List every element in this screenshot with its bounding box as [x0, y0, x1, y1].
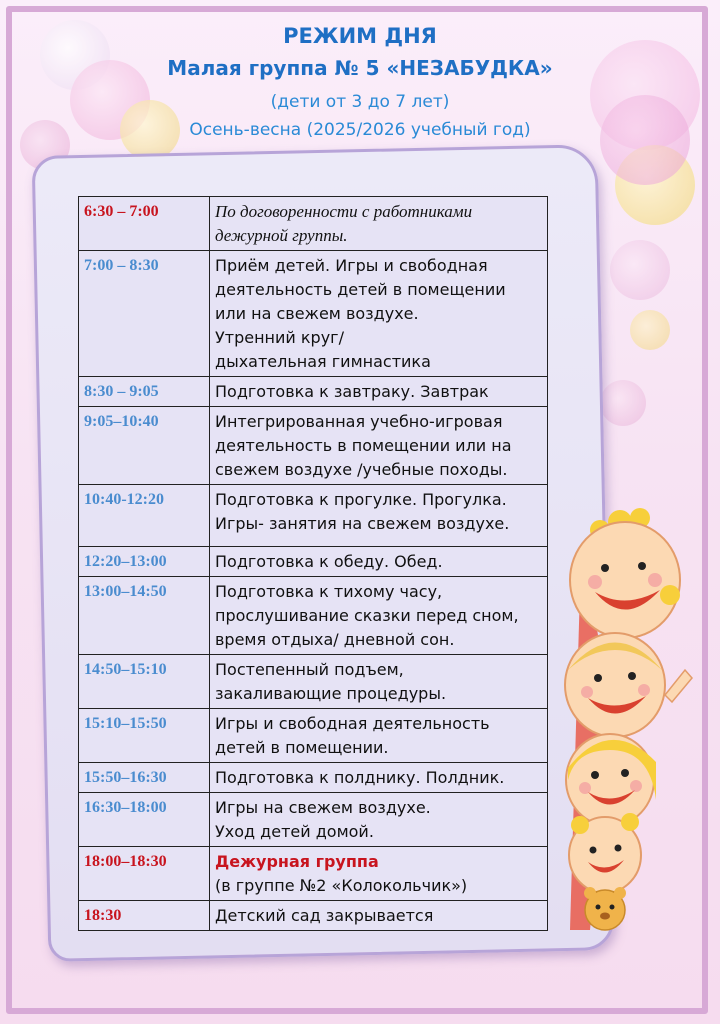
- activity-cell: [210, 763, 548, 793]
- activity-line: Подготовка к завтраку. Завтрак: [215, 382, 489, 401]
- decor-bubble: [610, 240, 670, 300]
- activity-cell: [210, 485, 548, 547]
- activity-line: Уход детей домой.: [215, 822, 374, 841]
- activity-line: дежурной группы.: [215, 226, 348, 245]
- time-cell: 8:30 – 9:05: [79, 377, 210, 407]
- activity-line: деятельность в помещении или на: [215, 436, 512, 455]
- time-cell: 14:50–15:10: [79, 655, 210, 709]
- time-cell: 9:05–10:40: [79, 407, 210, 485]
- activity-line: Подготовка к тихому часу,: [215, 582, 443, 601]
- table-row: [79, 547, 548, 577]
- kid-face-icon: [569, 813, 641, 893]
- activity-line: (в группе №2 «Колокольчик»): [215, 876, 468, 895]
- activity-cell: [210, 709, 548, 763]
- activity-line: детей в помещении.: [215, 738, 389, 757]
- activity-line: Подготовка к прогулке. Прогулка.: [215, 490, 507, 509]
- group-name: Малая группа № 5 «НЕЗАБУДКА»: [167, 56, 553, 80]
- time-cell: 15:10–15:50: [79, 709, 210, 763]
- kid-face-icon: [566, 734, 656, 826]
- table-row: [79, 407, 548, 485]
- table-row: [79, 847, 548, 901]
- activity-line: деятельность детей в помещении: [215, 280, 506, 299]
- kids-illustration: [560, 500, 710, 940]
- activity-cell: [210, 377, 548, 407]
- time-cell: 6:30 – 7:00: [79, 197, 210, 251]
- time-cell: 15:50–16:30: [79, 763, 210, 793]
- time-cell: 10:40-12:20: [79, 485, 210, 547]
- activity-line: Интегрированная учебно-игровая: [215, 412, 503, 431]
- activity-line: Постепенный подъем,: [215, 660, 404, 679]
- activity-line: Детский сад закрывается: [215, 906, 434, 925]
- activity-cell: [210, 847, 548, 901]
- activity-line: Игры- занятия на свежем воздухе.: [215, 514, 510, 533]
- table-row: [79, 485, 548, 547]
- table-row: [79, 577, 548, 655]
- activity-line: время отдыха/ дневной сон.: [215, 630, 455, 649]
- table-row: [79, 655, 548, 709]
- activity-line: По договоренности с работниками: [215, 202, 473, 221]
- time-cell: 16:30–18:00: [79, 793, 210, 847]
- activity-cell: [210, 901, 548, 931]
- table-row: [79, 251, 548, 377]
- season-period: Осень-весна (2025/2026 учебный год): [189, 120, 531, 140]
- activity-line: прослушивание сказки перед сном,: [215, 606, 519, 625]
- kid-face-icon: [565, 633, 692, 737]
- decor-bubble: [630, 310, 670, 350]
- activity-line: свежем воздухе /учебные походы.: [215, 460, 508, 479]
- time-cell: 18:00–18:30: [79, 847, 210, 901]
- kid-face-icon: [570, 508, 680, 638]
- table-row: [79, 197, 548, 251]
- activity-cell: [210, 251, 548, 377]
- table-row: [79, 793, 548, 847]
- activity-line: Утренний круг/: [215, 328, 344, 347]
- activity-cell: [210, 577, 548, 655]
- age-range: (дети от 3 до 7 лет): [270, 92, 450, 112]
- table-row: [79, 377, 548, 407]
- activity-line: Подготовка к обеду. Обед.: [215, 552, 443, 571]
- decor-bubble: [600, 380, 646, 426]
- activity-line: Подготовка к полднику. Полдник.: [215, 768, 505, 787]
- activity-cell: [210, 793, 548, 847]
- page-title: РЕЖИМ ДНЯ: [283, 24, 437, 48]
- activity-line: Игры на свежем воздухе.: [215, 798, 431, 817]
- time-cell: 12:20–13:00: [79, 547, 210, 577]
- duty-group-label: Дежурная группа: [215, 852, 379, 871]
- schedule-table: [78, 196, 548, 931]
- teddy-bear-icon: [584, 887, 626, 930]
- activity-line: или на свежем воздухе.: [215, 304, 419, 323]
- table-row: [79, 709, 548, 763]
- time-cell: 7:00 – 8:30: [79, 251, 210, 377]
- activity-cell: [210, 197, 548, 251]
- activity-cell: [210, 407, 548, 485]
- activity-line: Игры и свободная деятельность: [215, 714, 490, 733]
- activity-line: дыхательная гимнастика: [215, 352, 431, 371]
- activity-line: Приём детей. Игры и свободная: [215, 256, 488, 275]
- activity-cell: [210, 655, 548, 709]
- activity-line: закаливающие процедуры.: [215, 684, 447, 703]
- table-row: [79, 763, 548, 793]
- time-cell: 13:00–14:50: [79, 577, 210, 655]
- table-row: [79, 901, 548, 931]
- time-cell: 18:30: [79, 901, 210, 931]
- activity-cell: [210, 547, 548, 577]
